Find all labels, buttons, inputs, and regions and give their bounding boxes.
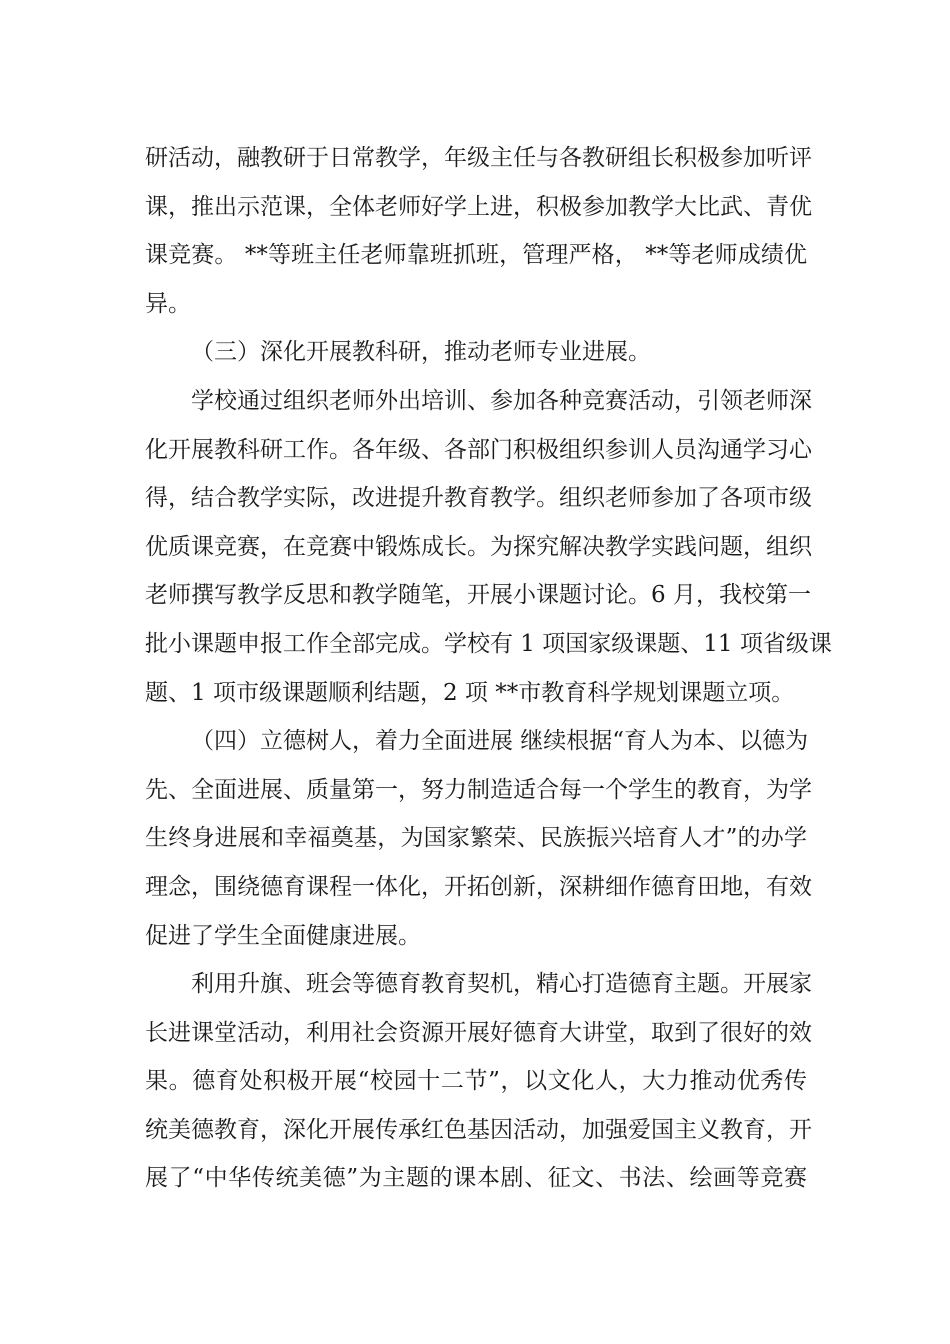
document-body: [145, 134, 832, 1203]
paragraph-line: 生终身进展和幸福奠基，为国家繁荣、民族振兴培育人才”的办学: [145, 825, 807, 852]
paragraph-line: 课竞赛。 **等班主任老师靠班抓班，管理严格， **等老师成绩优: [145, 242, 807, 269]
paragraph-line: 理念，围绕德育课程一体化，开拓创新，深耕细作德育田地，有效: [145, 873, 812, 900]
paragraph-line: 题、1 项市级课题顺利结题，2 项 **市教育科学规划课题立项。: [145, 679, 795, 706]
paragraph-line: 异。: [145, 290, 191, 317]
section-heading: （三）深化开展教科研，推动老师专业进展。: [191, 339, 651, 366]
paragraph-line: 课，推出示范课，全体老师好学上进，积极参加教学大比武、青优: [145, 193, 812, 220]
paragraph-line: 展了“中华传统美德”为主题的课本剧、征文、书法、绘画等竞赛: [145, 1165, 807, 1192]
paragraph-line: 研活动，融教研于日常教学，年级主任与各教研组长积极参加听评: [145, 145, 812, 171]
paragraph-line: 化开展教科研工作。各年级、各部门积极组织参训人员沟通学习心: [145, 436, 812, 463]
paragraph-line: 长进课堂活动，利用社会资源开展好德育大讲堂，取到了很好的效: [145, 1019, 812, 1046]
paragraph-line: 得，结合教学实际，改进提升教育教学。组织老师参加了各项市级: [145, 485, 812, 512]
paragraph-line: 优质课竞赛，在竞赛中锻炼成长。为探究解决教学实践问题，组织: [145, 533, 812, 560]
paragraph-line: 批小课题申报工作全部完成。学校有 1 项国家级课题、11 项省级课: [145, 630, 832, 657]
paragraph-line: 老师撰写教学反思和教学随笔，开展小课题讨论。6 月，我校第一: [145, 582, 811, 609]
paragraph-line: 促进了学生全面健康进展。: [145, 922, 421, 949]
paragraph-line: 利用升旗、班会等德育教育契机，精心打造德育主题。开展家: [191, 971, 812, 998]
paragraph-line: 先、全面进展、质量第一，努力制造适合每一个学生的教育，为学: [145, 776, 812, 803]
section-heading: （四）立德树人，着力全面进展 继续根据“育人为本、以德为: [191, 728, 809, 755]
paragraph-line: 统美德教育，深化开展传承红色基因活动，加强爱国主义教育，开: [145, 1116, 812, 1143]
paragraph-line: 学校通过组织老师外出培训、参加各种竞赛活动，引领老师深: [191, 387, 812, 414]
paragraph-line: 果。德育处积极开展“校园十二节”，以文化人，大力推动优秀传: [145, 1068, 807, 1095]
